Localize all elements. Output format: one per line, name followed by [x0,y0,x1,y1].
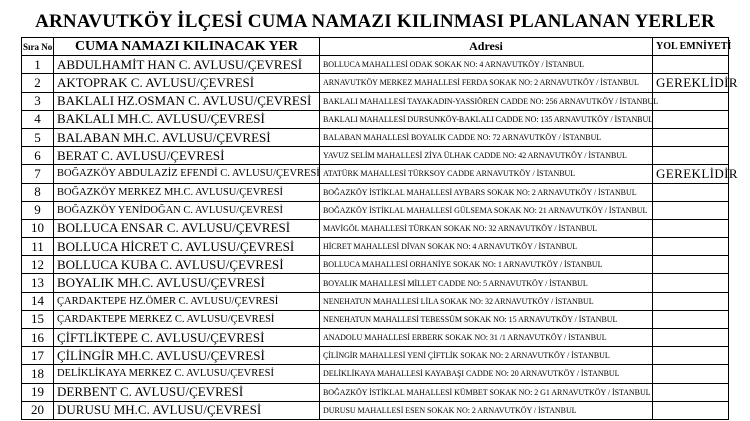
table-row [22,219,729,237]
row-number: 6 [22,147,54,165]
table-row [22,347,729,365]
table-row [22,92,729,110]
header-no: Sıra No [22,38,54,56]
row-place: BOĞAZKÖY YENİDOĞAN C. AVLUSU/ÇEVRESİ [54,201,320,219]
table-row [22,110,729,128]
table-row [22,183,729,201]
table-row [22,292,729,310]
mosque-table [21,37,738,420]
row-number: 12 [22,256,54,274]
row-address: HİCRET MAHALLESİ DİVAN SOKAK NO: 4 ARNAVUTKÖY / İSTANBUL [320,238,653,256]
row-safety [653,310,729,328]
row-place: DERBENT C. AVLUSU/ÇEVRESİ [54,383,320,401]
row-place: AKTOPRAK C. AVLUSU/ÇEVRESİ [54,74,320,92]
row-number: 20 [22,401,54,419]
row-safety [653,147,729,165]
row-safety [653,329,729,347]
row-number: 8 [22,183,54,201]
row-safety [653,347,729,365]
table-row [22,256,729,274]
row-place: DURUSU MH.C. AVLUSU/ÇEVRESİ [54,401,320,419]
row-place: BOLLUCA ENSAR C. AVLUSU/ÇEVRESİ [54,219,320,237]
row-place: ÇARDAKTEPE MERKEZ C. AVLUSU/ÇEVRESİ [54,310,320,328]
row-place: ÇİFTLİKTEPE C. AVLUSU/ÇEVRESİ [54,329,320,347]
row-safety [653,201,729,219]
row-number: 10 [22,219,54,237]
row-address: NENEHATUN MAHALLESİ TEBESSÜM SOKAK NO: 15 ARNAVUTKÖY / İSTANBUL [320,310,653,328]
row-number: 11 [22,238,54,256]
table-row [22,401,729,419]
row-address: DURUSU MAHALLESİ ESEN SOKAK NO: 2 ARNAVUTKÖY / İSTANBUL [320,401,653,419]
row-safety [653,92,729,110]
table-row [22,383,729,401]
row-address: ÇİLİNGİR MAHALLESİ YENİ ÇİFTLİK SOKAK NO: 2 ARNAVUTKÖY / İSTANBUL [320,347,653,365]
row-address: BALABAN MAHALLESİ BOYALIK CADDE NO: 72 ARNAVUTKÖY / İSTANBUL [320,128,653,146]
row-number: 2 [22,74,54,92]
row-number: 15 [22,310,54,328]
row-number: 1 [22,56,54,74]
row-address: BOĞAZKÖY İSTİKLAL MAHALLESİ KÜMBET SOKAK NO: 2 G1 ARNAVUTKÖY / İSTANBUL [320,383,653,401]
row-number: 5 [22,128,54,146]
row-address: BOĞAZKÖY İSTİKLAL MAHALLESİ GÜLSEMA SOKAK NO: 21 ARNAVUTKÖY / İSTANBUL [320,201,653,219]
row-address: ANADOLU MAHALLESİ ERBERK SOKAK NO: 31 /1 ARNAVUTKÖY / İSTANBUL [320,329,653,347]
table-row [22,74,729,92]
row-number: 18 [22,365,54,383]
row-place: BOĞAZKÖY ABDULAZİZ EFENDİ C. AVLUSU/ÇEVRESİ [54,165,320,183]
row-number: 16 [22,329,54,347]
row-place: BAKLALI HZ.OSMAN C. AVLUSU/ÇEVRESİ [54,92,320,110]
row-address: MAVİGÖL MAHALLESİ TÜRKAN SOKAK NO: 32 ARNAVUTKÖY / İSTANBUL [320,219,653,237]
row-safety [653,292,729,310]
row-place: DELİKLİKAYA MERKEZ C. AVLUSU/ÇEVRESİ [54,365,320,383]
table-row [22,201,729,219]
table-row [22,329,729,347]
row-address: ATATÜRK MAHALLESİ TÜRKSOY CADDE ARNAVUTKÖY / İSTANBUL [320,165,653,183]
row-address: YAVUZ SELİM MAHALLESİ ZİYA ÜLHAK CADDE NO: 42 ARNAVUTKÖY / İSTANBUL [320,147,653,165]
row-place: BOYALIK MH.C. AVLUSU/ÇEVRESİ [54,274,320,292]
row-safety [653,56,729,74]
row-safety [653,128,729,146]
row-safety: GEREKLİDİR [653,165,729,183]
table-row [22,165,729,183]
table-row [22,274,729,292]
row-number: 7 [22,165,54,183]
row-address: BOLLUCA MAHALLESİ ODAK SOKAK NO: 4 ARNAVUTKÖY / İSTANBUL [320,56,653,74]
table-row [22,128,729,146]
row-place: BOĞAZKÖY MERKEZ MH.C. AVLUSU/ÇEVRESİ [54,183,320,201]
row-address: ARNAVUTKÖY MERKEZ MAHALLESİ FERDA SOKAK NO: 2 ARNAVUTKÖY / İSTANBUL [320,74,653,92]
row-place: BALABAN MH.C. AVLUSU/ÇEVRESİ [54,128,320,146]
table-row [22,147,729,165]
header-place: CUMA NAMAZI KILINACAK YER [54,38,320,56]
row-safety [653,110,729,128]
row-address: BAKLALI MAHALLESİ DURSUNKÖY-BAKLALI CADDE NO: 135 ARNAVUTKÖY / İSTANBUL [320,110,653,128]
row-number: 17 [22,347,54,365]
row-place: ABDULHAMİT HAN C. AVLUSU/ÇEVRESİ [54,56,320,74]
row-place: BOLLUCA HİCRET C. AVLUSU/ÇEVRESİ [54,238,320,256]
row-place: BAKLALI MH.C. AVLUSU/ÇEVRESİ [54,110,320,128]
table-row [22,365,729,383]
row-safety [653,365,729,383]
row-number: 9 [22,201,54,219]
row-number: 19 [22,383,54,401]
row-safety [653,401,729,419]
table-row [22,238,729,256]
row-number: 3 [22,92,54,110]
table-body [22,56,738,420]
row-place: ÇİLİNGİR MH.C. AVLUSU/ÇEVRESİ [54,347,320,365]
row-number: 4 [22,110,54,128]
row-safety [653,383,729,401]
table-row [22,310,729,328]
row-safety [653,183,729,201]
row-address: DELİKLİKAYA MAHALLESİ KAYABAŞI CADDE NO: 20 ARNAVUTKÖY / İSTANBUL [320,365,653,383]
table-header-row [22,38,729,56]
row-place: ÇARDAKTEPE HZ.ÖMER C. AVLUSU/ÇEVRESİ [54,292,320,310]
header-safety: YOL EMNİYETİ [653,38,729,56]
row-place: BOLLUCA KUBA C. AVLUSU/ÇEVRESİ [54,256,320,274]
header-address: Adresi [320,38,653,56]
row-address: BAKLALI MAHALLESİ TAYAKADIN-YASSIÖREN CADDE NO: 256 ARNAVUTKÖY / İSTANBUL [320,92,653,110]
row-address: BOYALIK MAHALLESİ MİLLET CADDE NO: 5 ARNAVUTKÖY / İSTANBUL [320,274,653,292]
row-address: NENEHATUN MAHALLESİ LİLA SOKAK NO: 32 ARNAVUTKÖY / İSTANBUL [320,292,653,310]
row-number: 13 [22,274,54,292]
row-safety: GEREKLİDİR [653,74,729,92]
row-safety [653,256,729,274]
row-safety [653,274,729,292]
row-number: 14 [22,292,54,310]
row-address: BOLLUCA MAHALLESİ ORHANİYE SOKAK NO: 1 ARNAVUTKÖY / İSTANBUL [320,256,653,274]
row-safety [653,238,729,256]
table-row [22,56,729,74]
row-address: BOĞAZKÖY İSTİKLAL MAHALLESİ AYBARS SOKAK NO: 2 ARNAVUTKÖY / İSTANBUL [320,183,653,201]
document-title: ARNAVUTKÖY İLÇESİ CUMA NAMAZI KILINMASI PLANLANAN YERLER [35,11,715,32]
row-place: BERAT C. AVLUSU/ÇEVRESİ [54,147,320,165]
row-safety [653,219,729,237]
